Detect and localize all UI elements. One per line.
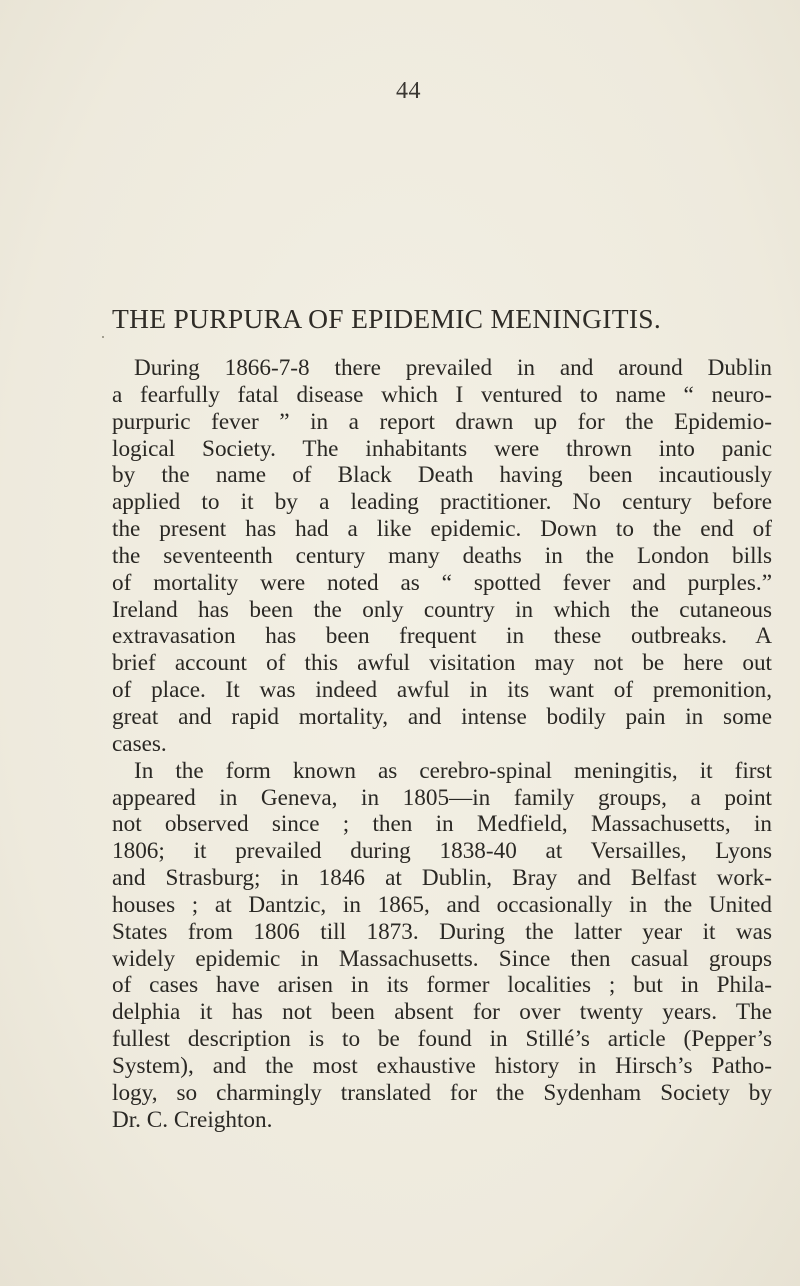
text-line: of mortality were noted as “ spotted fever and purples.” — [112, 569, 772, 596]
text-line: of cases have arisen in its former localities ; but in Phila- — [112, 972, 772, 999]
text-line: cases. — [112, 730, 167, 757]
text-line: houses ; at Dantzic, in 1865, and occasionally in the United — [112, 891, 772, 918]
section-title: THE PURPURA OF EPIDEMIC MENINGITIS. — [112, 303, 662, 334]
text-line: States from 1806 till 1873. During the latter year it was — [112, 918, 772, 945]
text-line: and Strasburg; in 1846 at Dublin, Bray and Belfast work- — [112, 865, 772, 892]
text-line: not observed since ; then in Medfield, Massachusetts, in — [112, 811, 772, 838]
page-number: 44 — [396, 78, 421, 104]
text-line: the seventeenth century many deaths in the London bills — [112, 542, 772, 569]
text-line: brief account of this awful visitation may not be here out — [112, 650, 772, 677]
paragraph-2 — [112, 758, 772, 1134]
text-line: applied to it by a leading practitioner. No century before — [112, 489, 772, 516]
paragraph-1 — [112, 355, 772, 758]
text-line: 1806; it prevailed during 1838-40 at Versailles, Lyons — [112, 838, 772, 865]
text-line: logy, so charmingly translated for the Sydenham Society by — [112, 1079, 772, 1106]
text-line: logical Society. The inhabitants were thrown into panic — [112, 435, 772, 462]
text-line: fullest description is to be found in Stillé’s article (Pepper’s — [112, 1026, 772, 1053]
text-line: by the name of Black Death having been incautiously — [112, 462, 772, 489]
text-line: During 1866-7-8 there prevailed in and around Dublin — [134, 355, 772, 381]
text-line: In the form known as cerebro-spinal meningitis, it first — [134, 757, 772, 784]
text-line: delphia it has not been absent for over twenty years. The — [112, 999, 772, 1026]
ink-speck — [102, 336, 104, 338]
body-text — [112, 355, 772, 1133]
text-line: the present has had a like epidemic. Down to the end of — [112, 516, 772, 543]
text-line: Dr. C. Creighton. — [112, 1106, 273, 1133]
text-line: of place. It was indeed awful in its want of premonition, — [112, 677, 772, 704]
text-line: great and rapid mortality, and intense bodily pain in some — [112, 703, 772, 730]
text-line: appeared in Geneva, in 1805—in family groups, a point — [112, 784, 772, 811]
text-line: extravasation has been frequent in these outbreaks. A — [112, 623, 772, 650]
text-line: purpuric fever ” in a report drawn up for the Epidemio- — [112, 408, 772, 435]
text-line: widely epidemic in Massachusetts. Since then casual groups — [112, 945, 772, 972]
text-line: Ireland has been the only country in which the cutaneous — [112, 596, 772, 623]
text-line: a fearfully fatal disease which I ventured to name “ neuro- — [112, 381, 772, 408]
text-line: System), and the most exhaustive history in Hirsch’s Patho- — [112, 1052, 772, 1079]
